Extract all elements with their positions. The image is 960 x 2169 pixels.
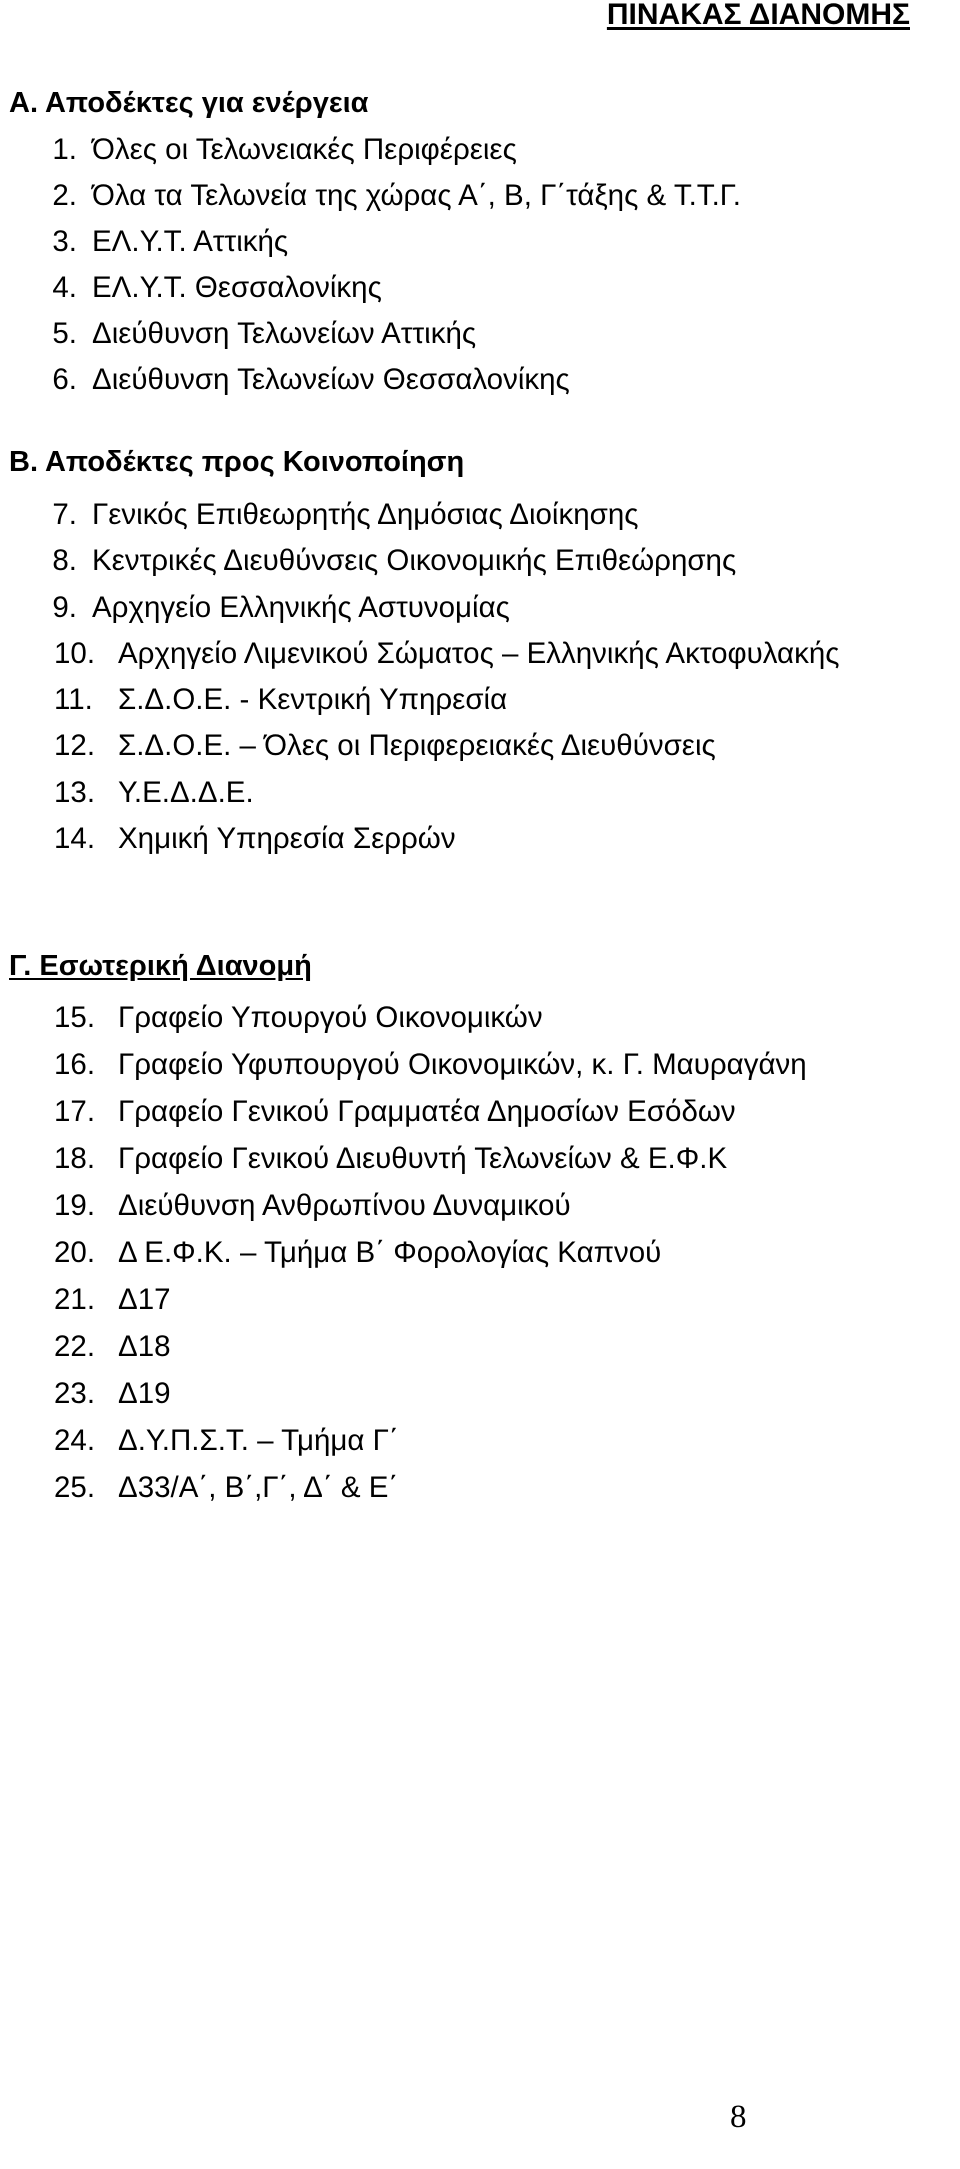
item-text: Δ17 xyxy=(118,1283,171,1316)
item-text: Δ18 xyxy=(118,1330,171,1363)
item-text: Γραφείο Υπουργού Οικονομικών xyxy=(118,1001,543,1034)
item-number: 1. xyxy=(52,133,77,166)
item-text: ΕΛ.Υ.Τ. Θεσσαλονίκης xyxy=(92,271,382,304)
item-text: Γραφείο Γενικού Διευθυντή Τελωνείων & Ε.Φ.Κ xyxy=(118,1142,728,1175)
item-text: Γενικός Επιθεωρητής Δημόσιας Διοίκησης xyxy=(92,498,639,531)
item-text: Δ.Υ.Π.Σ.Τ. – Τμήμα Γ΄ xyxy=(118,1424,399,1457)
item-text: Κεντρικές Διευθύνσεις Οικονομικής Επιθεώρησης xyxy=(92,544,737,578)
distribution-list-page: ΠΙΝΑΚΑΣ ΔΙΑΝΟΜΗΣ Α. Αποδέκτες για ενέργεια 1. Όλες οι Τελωνειακές Περιφέρειες 2. Όλα τα Τελωνεία της χώρας Α΄, Β, Γ΄τάξης & Τ.Τ.Γ. 3. ΕΛ.Υ.Τ. Αττικής 4. ΕΛ.Υ.Τ. Θεσσαλονίκης 5. Διεύθυνση Τελωνείων Αττικής 6. Διεύθυνση Τελωνείων Θεσσαλονίκης Β. Αποδέκτες προς Κοινοποίηση 7. Γενικός Επιθεωρητής Δημόσιας Διοίκησης 8. Κεντρικές Διευθύνσεις Οικονομικής Επιθεώρησης 9. Αρχηγείο Ελληνικής Αστυνομίας 10. Αρχηγείο Λιμενικού Σώματος – Ελληνικής Ακτοφυλακής 11. Σ.Δ.Ο.Ε. - Κεντρική Υπηρεσία 12. Σ.Δ.Ο.Ε. – Όλες οι Περιφερειακές Διευθύνσεις 13. Υ.Ε.Δ.Δ.Ε. 14. Χημική Υπηρεσία Σερρών Γ. Εσωτερική Διανομή 15. Γραφείο Υπουργού Οικονομικών 16. Γραφείο Υφυπουργού Οικονομικών, κ. Γ. Μαυραγάνη 17. Γραφείο Γενικού Γραμματέα Δημοσίων Εσόδων 18. Γραφείο Γενικού Διευθυντή Τελωνείων & Ε.Φ.Κ 19. Διεύθυνση Ανθρωπίνου Δυναμικού 20. Δ Ε.Φ.Κ. – Τμήμα Β΄ Φορολογίας Καπνού 21. Δ17 22. Δ18 23. Δ19 24. Δ.Υ.Π.Σ.Τ. – Τμήμα Γ΄ 25. Δ33/Α΄, Β΄,Γ΄, Δ΄ & Ε΄ 8 xyxy=(0,0,960,2169)
item-text: Όλες οι Τελωνειακές Περιφέρειες xyxy=(92,133,517,166)
item-text: Διεύθυνση Ανθρωπίνου Δυναμικού xyxy=(118,1189,571,1222)
item-number: 6. xyxy=(52,363,77,396)
page-number: 8 xyxy=(730,2099,747,2135)
section-c-heading: Γ. Εσωτερική Διανομή xyxy=(9,950,312,982)
item-text: Διεύθυνση Τελωνείων Αττικής xyxy=(92,317,477,350)
item-number: 4. xyxy=(52,271,77,304)
item-text: Χημική Υπηρεσία Σερρών xyxy=(118,822,456,856)
item-text: Γραφείο Υφυπουργού Οικονομικών, κ. Γ. Μαυραγάνη xyxy=(118,1048,807,1081)
item-text: Δ33/Α΄, Β΄,Γ΄, Δ΄ & Ε΄ xyxy=(118,1471,399,1504)
item-text: ΕΛ.Υ.Τ. Αττικής xyxy=(92,225,289,258)
page-title: ΠΙΝΑΚΑΣ ΔΙΑΝΟΜΗΣ xyxy=(606,0,910,31)
item-text: Όλα τα Τελωνεία της χώρας Α΄, Β, Γ΄τάξης & Τ.Τ.Γ. xyxy=(92,179,741,212)
item-text: Αρχηγείο Λιμενικού Σώματος – Ελληνικής Ακτοφυλακής xyxy=(118,636,840,670)
item-text: Δ19 xyxy=(118,1377,171,1410)
item-text: Γραφείο Γενικού Γραμματέα Δημοσίων Εσόδων xyxy=(118,1095,736,1128)
section-a-heading: Α. Αποδέκτες για ενέργεια xyxy=(9,87,369,119)
item-text: Δ Ε.Φ.Κ. – Τμήμα Β΄ Φορολογίας Καπνού xyxy=(118,1236,662,1269)
item-text: Διεύθυνση Τελωνείων Θεσσαλονίκης xyxy=(92,363,570,396)
item-number: 9. xyxy=(52,590,77,624)
item-text: Υ.Ε.Δ.Δ.Ε. xyxy=(118,775,254,809)
item-text: Αρχηγείο Ελληνικής Αστυνομίας xyxy=(92,590,510,624)
item-number: 2. xyxy=(52,179,77,212)
item-number: 7. xyxy=(52,498,77,531)
item-number: 3. xyxy=(52,225,77,258)
item-text: Σ.Δ.Ο.Ε. - Κεντρική Υπηρεσία xyxy=(118,683,508,717)
item-text: Σ.Δ.Ο.Ε. – Όλες οι Περιφερειακές Διευθύνσεις xyxy=(118,729,716,763)
item-number: 5. xyxy=(52,317,77,350)
item-number: 8. xyxy=(52,544,77,578)
section-b-heading: Β. Αποδέκτες προς Κοινοποίηση xyxy=(9,446,465,478)
